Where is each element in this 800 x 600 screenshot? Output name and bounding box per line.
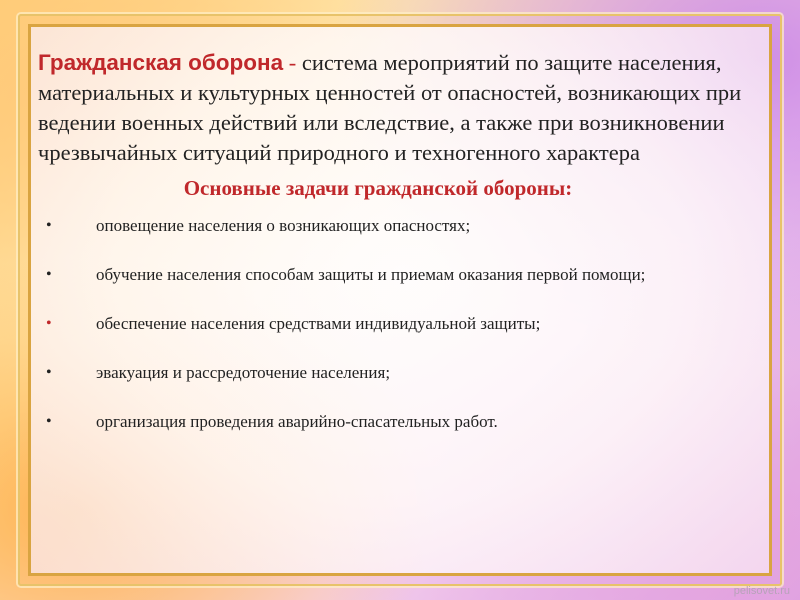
slide-content [38, 48, 758, 460]
watermark: pelisovet.ru [733, 585, 790, 597]
list-item [38, 411, 758, 433]
bullet-icon: • [46, 364, 52, 381]
bullet-icon: • [46, 413, 52, 430]
bullet-icon: • [46, 315, 52, 332]
task-text: оповещение населения о возникающих опасностях; [96, 216, 471, 235]
bullet-icon: • [46, 266, 52, 283]
task-text: эвакуация и рассредоточение населения; [96, 363, 391, 382]
task-text: обучение населения способам защиты и приемам оказания первой помощи; [96, 265, 646, 284]
list-item [38, 215, 758, 237]
definition-term: Гражданская оборона [38, 50, 284, 75]
definition-dash: - [283, 50, 302, 75]
list-item [38, 264, 758, 286]
list-item [38, 313, 758, 335]
task-text: организация проведения аварийно-спасательных работ. [96, 412, 498, 431]
task-text: обеспечение населения средствами индивидуальной защиты; [96, 314, 541, 333]
tasks-heading: Основные задачи гражданской обороны: [183, 176, 573, 200]
tasks-list [38, 215, 758, 433]
list-item [38, 362, 758, 384]
definition-text: система мероприятий по защите населения, материальных и культурных ценностей от опасностей, возникающих при ведении военных действий или вследствие, а также при возникновении чрезвычайных ситуаций природного и техногенного характера [38, 50, 742, 165]
definition-paragraph [38, 48, 758, 168]
bullet-icon: • [46, 217, 52, 234]
